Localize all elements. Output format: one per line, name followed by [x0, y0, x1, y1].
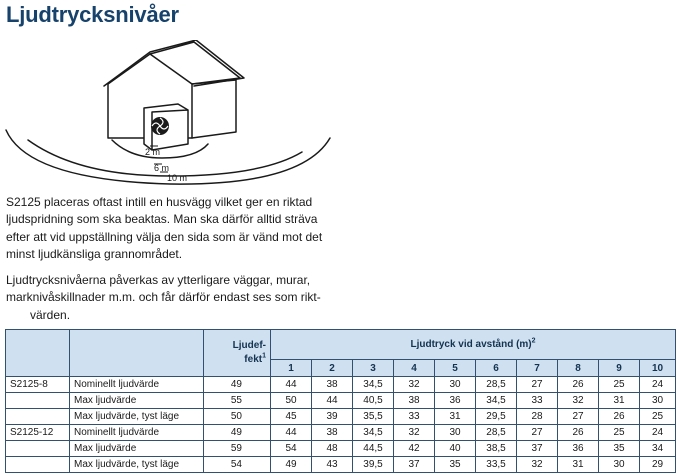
paragraph-note [6, 272, 341, 324]
cell-value: 35,5 [353, 409, 394, 425]
cell-value: 33 [517, 393, 558, 409]
cell-value: 25 [640, 409, 676, 425]
cell-value: 42 [394, 441, 435, 457]
cell-value: 30 [599, 457, 640, 473]
header-ljudtryck-label: Ljudtryck vid avstånd (m) [410, 339, 532, 350]
cell-value: 49 [271, 457, 312, 473]
cell-value: 31 [558, 457, 599, 473]
cell-value: 32 [558, 393, 599, 409]
cell-value: 27 [517, 425, 558, 441]
cell-value: 50 [271, 393, 312, 409]
table-row [6, 425, 676, 441]
cell-value: 38 [312, 425, 353, 441]
paragraph-note-part1: Ljudtrycksnivåerna påverkas av ytterligare väggar, murar, marknivåskillnader m.m. och får därför endast ses som rikt- [6, 273, 321, 305]
label-10m: 10 m [167, 173, 188, 183]
cell-value: 35 [599, 441, 640, 457]
cell-value: 32 [394, 425, 435, 441]
cell-value: 34,5 [476, 393, 517, 409]
cell-value: 26 [599, 409, 640, 425]
cell-value: 34,5 [353, 377, 394, 393]
footnote-2: 2 [531, 337, 536, 345]
cell-kind: Max ljudvärde, tyst läge [70, 409, 204, 425]
header-ljudeffekt-line2: fekt [244, 354, 263, 365]
cell-model: S2125-12 [6, 425, 70, 441]
cell-model: S2125-8 [6, 377, 70, 393]
paragraph-placement: S2125 placeras oftast intill en husvägg vilket ger en riktad ljudspridning som ska beaktas. Man ska därför alltid sträva efter att vid uppställning välja den sida som är vänd mot det minst ljudkänsliga grannområdet. [6, 195, 323, 262]
cell-value: 28,5 [476, 377, 517, 393]
cell-value: 44 [271, 377, 312, 393]
cell-kind: Nominellt ljudvärde [70, 425, 204, 441]
cell-value: 39,5 [353, 457, 394, 473]
cell-value: 39 [312, 409, 353, 425]
header-distance: 6 [476, 360, 517, 377]
cell-value: 40 [435, 441, 476, 457]
house-side-wall [192, 80, 236, 138]
cell-value: 28,5 [476, 425, 517, 441]
cell-value: 30 [640, 393, 676, 409]
header-ljudeffekt [204, 330, 271, 377]
table-body [6, 377, 676, 473]
header-distance: 2 [312, 360, 353, 377]
cell-value: 28 [517, 409, 558, 425]
header-distance: 9 [599, 360, 640, 377]
cell-value: 38,5 [476, 441, 517, 457]
cell-value: 38 [312, 377, 353, 393]
cell-value: 37 [394, 457, 435, 473]
header-empty-kind [70, 330, 204, 377]
cell-value: 35 [435, 457, 476, 473]
cell-model [6, 409, 70, 425]
cell-value: 36 [435, 393, 476, 409]
cell-value: 25 [599, 377, 640, 393]
cell-value: 29 [640, 457, 676, 473]
paragraph-note-part2: värden. [30, 307, 71, 322]
cell-ljudeffekt: 59 [204, 441, 271, 457]
cell-model [6, 441, 70, 457]
cell-kind: Max ljudvärde [70, 393, 204, 409]
cell-value: 32 [394, 377, 435, 393]
cell-kind: Max ljudvärde, tyst läge [70, 457, 204, 473]
cell-value: 44,5 [353, 441, 394, 457]
cell-value: 26 [558, 425, 599, 441]
cell-value: 48 [312, 441, 353, 457]
cell-value: 34 [640, 441, 676, 457]
header-distance: 8 [558, 360, 599, 377]
cell-ljudeffekt: 54 [204, 457, 271, 473]
header-distance: 10 [640, 360, 676, 377]
table-row [6, 441, 676, 457]
cell-value: 43 [312, 457, 353, 473]
cell-value: 45 [271, 409, 312, 425]
cell-value: 33 [394, 409, 435, 425]
sound-level-table [5, 329, 676, 473]
cell-ljudeffekt: 49 [204, 377, 271, 393]
cell-value: 44 [271, 425, 312, 441]
footnote-1: 1 [262, 352, 266, 360]
cell-model [6, 393, 70, 409]
header-distance: 1 [271, 360, 312, 377]
cell-value: 37 [517, 441, 558, 457]
cell-value: 27 [517, 377, 558, 393]
house-illustration [0, 40, 340, 188]
cell-value: 30 [435, 377, 476, 393]
cell-value: 32 [517, 457, 558, 473]
cell-ljudeffekt: 55 [204, 393, 271, 409]
header-ljudtryck [271, 330, 676, 360]
header-distance: 3 [353, 360, 394, 377]
cell-value: 44 [312, 393, 353, 409]
label-2m: 2 m [145, 147, 161, 157]
cell-value: 29,5 [476, 409, 517, 425]
label-6m: 6 m [154, 163, 170, 173]
house-roof [104, 40, 244, 86]
cell-value: 31 [435, 409, 476, 425]
table-row [6, 457, 676, 473]
header-distance: 7 [517, 360, 558, 377]
table-row [6, 409, 676, 425]
header-empty-model [6, 330, 70, 377]
cell-value: 31 [599, 393, 640, 409]
header-ljudeffekt-line1: Ljudef- [232, 340, 266, 351]
header-distance: 5 [435, 360, 476, 377]
cell-kind: Max ljudvärde [70, 441, 204, 457]
cell-value: 30 [435, 425, 476, 441]
cell-model [6, 457, 70, 473]
page-title: Ljudtrycksnivåer [6, 2, 179, 27]
table-row [6, 393, 676, 409]
cell-value: 40,5 [353, 393, 394, 409]
cell-value: 24 [640, 425, 676, 441]
cell-ljudeffekt: 50 [204, 409, 271, 425]
cell-value: 33,5 [476, 457, 517, 473]
cell-value: 36 [558, 441, 599, 457]
cell-value: 38 [394, 393, 435, 409]
cell-value: 54 [271, 441, 312, 457]
cell-value: 34,5 [353, 425, 394, 441]
cell-ljudeffekt: 49 [204, 425, 271, 441]
table-row [6, 377, 676, 393]
cell-kind: Nominellt ljudvärde [70, 377, 204, 393]
cell-value: 25 [599, 425, 640, 441]
cell-value: 26 [558, 377, 599, 393]
cell-value: 27 [558, 409, 599, 425]
header-distance: 4 [394, 360, 435, 377]
cell-value: 24 [640, 377, 676, 393]
